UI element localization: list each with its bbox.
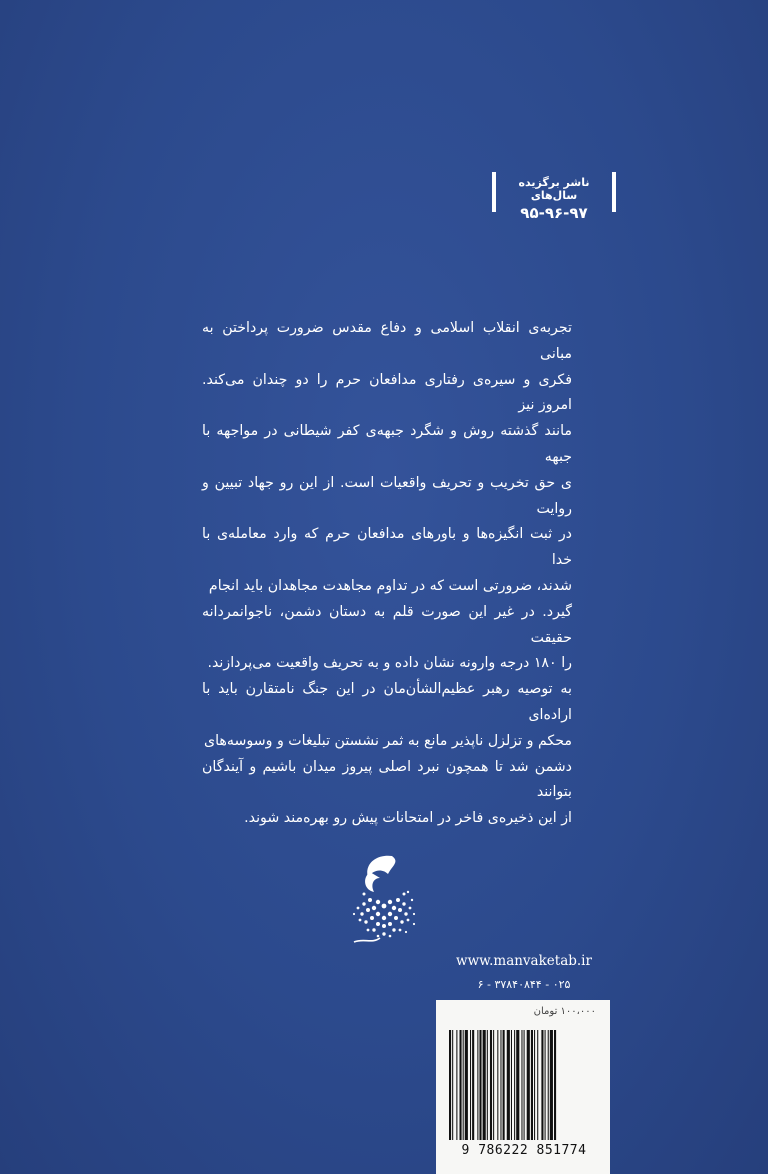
blurb-line: تجربه‌ی انقلاب اسلامی و دفاع مقدس ضرورت پرداختن به مبانی: [202, 320, 572, 362]
publisher-award-badge: [492, 172, 616, 222]
blurb-line: محکم و تزلزل ناپذیر مانع به ثمر نشستن تبلیغات و وسوسه‌های: [203, 732, 572, 749]
barcode-icon: [445, 1030, 603, 1140]
blurb-line: را ۱۸۰ درجه وارونه نشان داده و به تحریف واقعیت می‌پردازند.: [207, 655, 572, 672]
phone-number: ۰۲۵ - ۳۷۸۴۰۸۴۴ - ۶: [477, 978, 571, 991]
blurb-line: به توصیه رهبر عظیم‌الشأن‌مان در این جنگ نامتقارن باید با اراده‌ای: [202, 681, 572, 723]
blurb-line: فکری و سیره‌ی رفتاری مدافعان حرم را دو چندان می‌کند. امروز نیز: [202, 371, 572, 414]
price-label: ۱۰۰،۰۰۰ تومان: [533, 1006, 596, 1017]
badge-title: ناشر برگزیده سال‌های: [518, 176, 590, 202]
publisher-logo-icon: [334, 848, 434, 948]
blurb-line: در ثبت انگیزه‌ها و باورهای مدافعان حرم که وارد معامله‌ی با خدا: [202, 526, 572, 569]
badge-years: ۹۵-۹۶-۹۷: [520, 204, 588, 222]
blurb-line: شدند، ضرورتی است که در تداوم مجاهدت مجاهدان باید انجام: [208, 577, 572, 594]
blurb-line: ی حق تخریب و تحریف واقعیات است. از این رو جهاد تبیین و روایت: [202, 474, 572, 517]
blurb-line: گیرد. در غیر این صورت قلم به دستان دشمن، ناجوانمردانه حقیقت: [202, 603, 572, 646]
isbn-number: 9 786222 851774: [461, 1143, 587, 1158]
blurb-line: دشمن شد تا همچون نبرد اصلی پیروز میدان باشیم و آیندگان بتوانند: [202, 758, 572, 801]
blurb-line: مانند گذشته روش و شگرد جبهه‌ی کفر شیطانی در مواجهه با جبهه: [202, 423, 572, 465]
blurb-text: [202, 316, 572, 832]
website-url[interactable]: www.manvaketab.ir: [456, 953, 592, 969]
blurb-line: از این ذخیره‌ی فاخر در امتحانات پیش رو بهره‌مند شوند.: [244, 810, 572, 827]
